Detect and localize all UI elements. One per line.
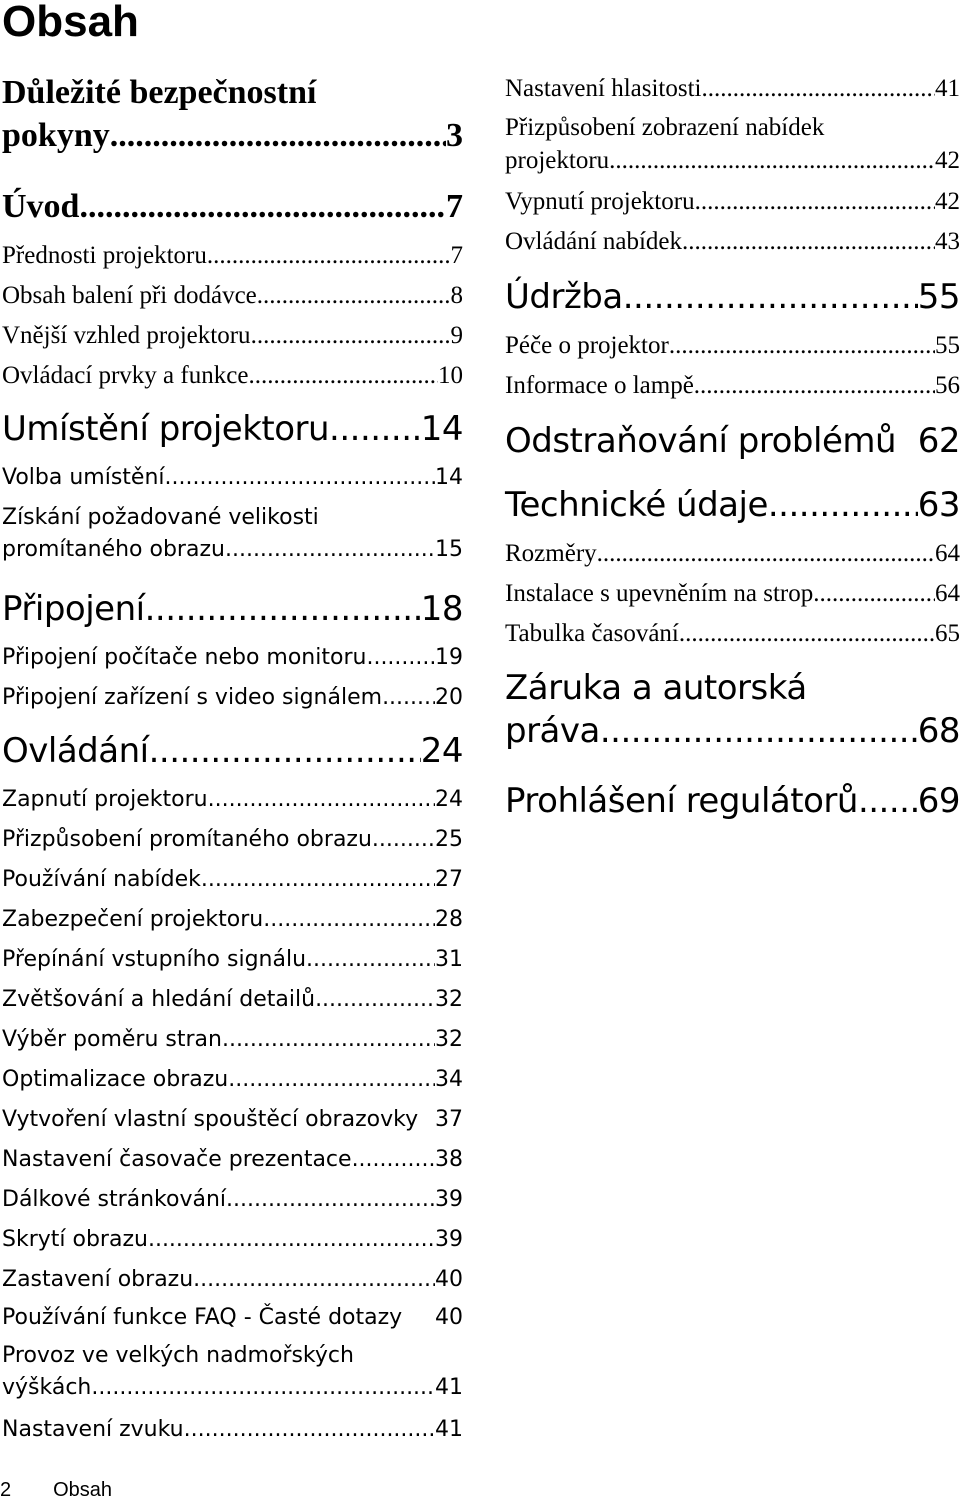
toc-title: Přednosti projektoru	[2, 242, 207, 269]
toc-entry[interactable]	[2, 824, 463, 856]
toc-page-number: 56	[935, 372, 960, 399]
toc-row	[505, 710, 960, 753]
toc-page-number: 55	[917, 277, 960, 317]
toc-dot-leader	[148, 1224, 435, 1256]
toc-section[interactable]	[2, 408, 463, 451]
toc-section[interactable]	[2, 72, 463, 157]
toc-row	[2, 784, 463, 816]
toc-title: Nastavení zvuku	[2, 1417, 184, 1442]
toc-title: Nastavení časovače prezentace	[2, 1147, 352, 1172]
toc-dot-leader	[226, 1184, 435, 1216]
toc-dot-leader	[858, 780, 918, 823]
toc-section[interactable]	[505, 780, 960, 823]
toc-title: Připojení zařízení s video signálem	[2, 685, 383, 710]
toc-row	[2, 1144, 463, 1176]
toc-page-number: 7	[446, 188, 463, 225]
toc-entry[interactable]	[2, 864, 463, 896]
toc-title: Zastavení obrazu	[2, 1267, 194, 1292]
toc-title: Odstraňování problémů	[505, 421, 897, 461]
toc-title: Tabulka časování	[505, 620, 679, 647]
toc-row	[2, 588, 463, 631]
toc-page-number: 64	[935, 540, 960, 567]
toc-title: Prohlášení regulátorů	[505, 781, 858, 821]
toc-dot-leader	[694, 370, 935, 403]
toc-row	[2, 824, 463, 856]
toc-page-number: 43	[935, 228, 960, 255]
toc-title: Dálkové stránkování	[2, 1187, 227, 1212]
toc-row	[2, 115, 463, 158]
toc-dot-leader	[329, 408, 421, 451]
toc-title: Rozměry	[505, 540, 597, 567]
toc-row	[2, 408, 463, 451]
toc-entry[interactable]	[2, 1302, 463, 1334]
toc-section[interactable]	[505, 420, 960, 463]
toc-page-number: 63	[917, 485, 960, 525]
toc-title: Optimalizace obrazu	[2, 1067, 229, 1092]
toc-section[interactable]	[2, 730, 463, 773]
footer-label: Obsah	[53, 1479, 113, 1501]
toc-entry[interactable]	[2, 462, 463, 494]
toc-dot-leader	[382, 682, 435, 714]
toc-dot-leader	[372, 824, 435, 856]
toc-title: Volba umístění	[2, 465, 165, 490]
toc-dot-leader	[207, 240, 451, 273]
toc-page-number: 40	[435, 1305, 463, 1330]
toc-page-number: 68	[917, 710, 960, 751]
toc-entry[interactable]	[505, 618, 960, 651]
toc-row	[2, 984, 463, 1016]
toc-title: Přizpůsobení promítaného obrazu	[2, 827, 372, 852]
toc-dot-leader	[682, 226, 935, 259]
toc-dot-leader	[248, 360, 438, 393]
toc-entry[interactable]	[2, 944, 463, 976]
toc-dot-leader	[251, 320, 451, 353]
toc-row	[2, 1372, 463, 1404]
toc-row	[2, 904, 463, 936]
toc-entry[interactable]	[2, 784, 463, 816]
toc-dot-leader	[263, 904, 435, 936]
toc-title: Informace o lampě	[505, 372, 694, 399]
toc-title: Vnější vzhled projektoru	[2, 322, 251, 349]
toc-row	[2, 642, 463, 674]
toc-title-line: Důležité bezpečnostní	[2, 74, 317, 111]
toc-entry[interactable]	[2, 1064, 463, 1096]
toc-title: Vypnutí projektoru	[505, 188, 695, 215]
toc-dot-leader	[768, 484, 918, 527]
toc-section[interactable]	[505, 484, 960, 527]
toc-row	[2, 462, 463, 494]
toc-dot-leader	[257, 280, 451, 313]
toc-page-number: 18	[420, 589, 463, 629]
toc-entry[interactable]	[2, 1414, 463, 1446]
toc-page-number: 24	[420, 731, 463, 771]
toc-dot-leader	[352, 1144, 435, 1176]
toc-dot-leader	[609, 145, 935, 178]
toc-row	[505, 538, 960, 571]
toc-entry[interactable]	[505, 112, 960, 177]
toc-dot-leader	[679, 618, 935, 651]
toc-page-number: 10	[438, 362, 463, 389]
toc-dot-leader	[91, 1372, 435, 1404]
toc-entry[interactable]	[505, 226, 960, 259]
toc-entry[interactable]	[2, 1224, 463, 1256]
toc-page-number: 14	[435, 465, 463, 490]
toc-row	[505, 578, 960, 611]
toc-page-number: 19	[435, 645, 463, 670]
toc-page-number: 31	[435, 947, 463, 972]
toc-entry[interactable]	[2, 280, 463, 313]
toc-entry[interactable]	[505, 330, 960, 363]
toc-page-number: 39	[435, 1187, 463, 1212]
toc-title-line: Získání požadované velikosti	[2, 505, 319, 530]
toc-page-number: 41	[435, 1374, 463, 1400]
toc-row	[2, 186, 463, 229]
toc-title: Péče o projektor	[505, 332, 669, 359]
toc-title-line: Přizpůsobení zobrazení nabídek	[505, 114, 825, 141]
toc-dot-leader	[228, 1064, 435, 1096]
toc-title: Používání funkce FAQ - Časté dotazy	[2, 1305, 403, 1330]
toc-entry[interactable]	[2, 984, 463, 1016]
toc-entry[interactable]	[505, 186, 960, 219]
toc-title: Instalace s upevněním na strop	[505, 580, 814, 607]
toc-section[interactable]	[505, 276, 960, 319]
toc-title: Výběr poměru stran	[2, 1027, 222, 1052]
toc-page-number: 38	[435, 1147, 463, 1172]
page-title: Obsah	[2, 0, 139, 46]
toc-entry[interactable]	[505, 538, 960, 571]
toc-page-number: 3	[446, 116, 463, 154]
toc-page-number: 69	[917, 781, 960, 821]
toc-row	[505, 73, 960, 106]
toc-page-number: 55	[935, 332, 960, 359]
toc-row	[2, 1224, 463, 1256]
toc-row	[2, 280, 463, 313]
toc-title: Ovládací prvky a funkce	[2, 362, 249, 389]
toc-page-number: 27	[435, 867, 463, 892]
toc-row	[2, 1414, 463, 1446]
toc-title: Obsah balení při dodávce	[2, 282, 257, 309]
toc-dot-leader	[201, 864, 435, 896]
toc-section[interactable]	[2, 186, 463, 229]
toc-page-number: 40	[435, 1267, 463, 1292]
footer-page-number: 2	[0, 1479, 12, 1501]
toc-row	[2, 944, 463, 976]
toc-row	[505, 780, 960, 823]
page-footer	[0, 1478, 112, 1502]
toc-dot-leader	[315, 984, 435, 1016]
toc-dot-leader	[222, 1024, 435, 1056]
toc-title: výškách	[2, 1374, 92, 1400]
toc-dot-leader	[695, 186, 935, 219]
toc-entry[interactable]	[2, 360, 463, 393]
toc-page-number: 7	[450, 242, 463, 269]
toc-section[interactable]	[505, 667, 960, 752]
toc-dot-leader	[600, 710, 918, 753]
toc-title: Úvod	[2, 188, 80, 225]
toc-row	[2, 534, 463, 566]
toc-dot-leader	[225, 534, 435, 566]
toc-page-number: 14	[420, 409, 463, 449]
toc-title: Technické údaje	[505, 485, 768, 525]
toc-dot-leader	[149, 730, 421, 773]
toc-entry[interactable]	[2, 682, 463, 714]
toc-title: projektoru	[505, 146, 610, 174]
toc-entry[interactable]	[2, 240, 463, 273]
toc-row	[2, 1302, 463, 1334]
toc-title-line: Provoz ve velkých nadmořských	[2, 1343, 354, 1368]
toc-row	[505, 186, 960, 219]
toc-page-number: 9	[450, 322, 463, 349]
toc-row	[2, 1184, 463, 1216]
toc-page-number: 41	[435, 1417, 463, 1442]
toc-dot-leader	[623, 276, 918, 319]
toc-entry[interactable]	[2, 1024, 463, 1056]
toc-page-number: 24	[435, 787, 463, 812]
toc-row	[2, 1264, 463, 1296]
toc-title: Skrytí obrazu	[2, 1227, 148, 1252]
toc-page-number: 37	[435, 1107, 463, 1132]
toc-dot-leader	[110, 115, 446, 158]
toc-entry[interactable]	[2, 1104, 463, 1136]
toc-page-number: 42	[935, 146, 960, 174]
toc-section[interactable]	[2, 588, 463, 631]
toc-page-number: 25	[435, 827, 463, 852]
toc-page-number: 20	[435, 685, 463, 710]
toc-dot-leader	[813, 578, 935, 611]
toc-row	[505, 618, 960, 651]
toc-page-number: 15	[435, 536, 463, 562]
toc-dot-leader	[208, 784, 435, 816]
toc-row	[2, 1064, 463, 1096]
toc-row	[505, 330, 960, 363]
toc-dot-leader	[669, 330, 935, 363]
toc-row	[2, 1024, 463, 1056]
toc-title: Ovládání nabídek	[505, 228, 683, 255]
toc-row	[505, 226, 960, 259]
toc-title: Údržba	[505, 277, 623, 317]
toc-page-number: 32	[435, 987, 463, 1012]
toc-row	[505, 484, 960, 527]
toc-dot-leader	[366, 642, 435, 674]
toc-row	[2, 240, 463, 273]
toc-row	[505, 420, 960, 463]
toc-title: Připojení	[2, 589, 145, 629]
toc-title: pokyny	[2, 116, 110, 154]
toc-row	[2, 730, 463, 773]
toc-row	[2, 864, 463, 896]
toc-entry[interactable]	[505, 73, 960, 106]
toc-title: Zabezpečení projektoru	[2, 907, 264, 932]
toc-entry[interactable]	[505, 370, 960, 403]
toc-dot-leader	[306, 944, 435, 976]
toc-title: Vytvoření vlastní spouštěcí obrazovky	[2, 1107, 419, 1132]
toc-row	[2, 320, 463, 353]
toc-row	[2, 1104, 463, 1136]
toc-page-number: 42	[935, 188, 960, 215]
toc-title-line: Záruka a autorská	[505, 668, 807, 708]
toc-dot-leader	[702, 73, 936, 106]
toc-title: promítaného obrazu	[2, 536, 225, 562]
toc-entry[interactable]	[2, 320, 463, 353]
toc-page-number: 34	[435, 1067, 463, 1092]
toc-entry[interactable]	[2, 1184, 463, 1216]
toc-entry[interactable]	[2, 1264, 463, 1296]
toc-entry[interactable]	[2, 1340, 463, 1404]
toc-page-number: 28	[435, 907, 463, 932]
toc-dot-leader	[165, 462, 435, 494]
toc-title: Používání nabídek	[2, 867, 201, 892]
toc-page-number: 64	[935, 580, 960, 607]
toc-row	[2, 360, 463, 393]
toc-row	[505, 145, 960, 178]
toc-dot-leader	[597, 538, 935, 571]
toc-entry[interactable]	[2, 642, 463, 674]
toc-entry[interactable]	[505, 578, 960, 611]
toc-row	[505, 276, 960, 319]
toc-title: Ovládání	[2, 731, 149, 771]
toc-entry[interactable]	[2, 502, 463, 566]
toc-page-number: 62	[917, 421, 960, 461]
toc-entry[interactable]	[2, 1144, 463, 1176]
toc-entry[interactable]	[2, 904, 463, 936]
toc-row	[2, 682, 463, 714]
toc-page-number: 32	[435, 1027, 463, 1052]
toc-dot-leader	[184, 1414, 435, 1446]
toc-page-number: 39	[435, 1227, 463, 1252]
toc-dot-leader	[145, 588, 421, 631]
toc-title: Umístění projektoru	[2, 409, 330, 449]
toc-dot-leader	[79, 186, 446, 229]
toc-title: Zvětšování a hledání detailů	[2, 987, 316, 1012]
toc-page-number: 65	[935, 620, 960, 647]
toc-page-number: 8	[450, 282, 463, 309]
toc-title: Zapnutí projektoru	[2, 787, 208, 812]
toc-title: Přepínání vstupního signálu	[2, 947, 307, 972]
toc-page-number: 41	[935, 75, 960, 102]
toc-title: práva	[505, 710, 600, 751]
toc-dot-leader	[193, 1264, 435, 1296]
toc-title: Připojení počítače nebo monitoru	[2, 645, 367, 670]
toc-title: Nastavení hlasitosti	[505, 75, 702, 102]
toc-row	[505, 370, 960, 403]
